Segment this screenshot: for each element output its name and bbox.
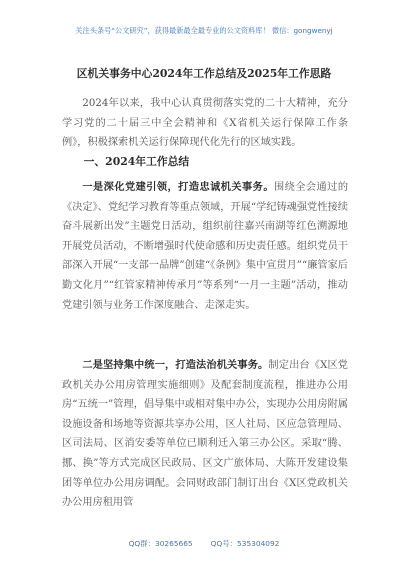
qq-number: QQ号：535304092	[210, 539, 280, 548]
paragraph-lead: 一是深化党建引领，打造忠诚机关事务。	[82, 181, 274, 193]
paragraph-body: 制定出台《X区党政机关办公用房管理实施细则》及配套制度流程，推进办公用房“五统一”管理，倡导集中或相对集中办公，实现办公用房附属设施设备和场地等资源共享办公用，区人社局、区应急管理局、区司法局、区消安委等单位已顺利迁入第三办公区。采取“腾、挪、换”等方式完成区民政局、区文广旅体局、大陈开发建设集团等单位办公用房调配。会同财政部门制订出台《X区党政机关办公用房租用管	[62, 360, 348, 509]
paragraph-party-building	[62, 178, 348, 315]
section-heading: 一、2024年工作总结	[83, 155, 190, 168]
intro-paragraph: 2024年以来，我中心认真贯彻落实党的二十大精神，充分学习党的二十届三中全会精神和《X省机关运行保障工作条例》，积极探索机关运行保障现代化先行的区域实践。	[62, 98, 348, 149]
paragraph-lead: 二是坚持集中统一，打造法治机关事务。	[82, 359, 269, 371]
footer-contacts	[0, 538, 408, 549]
paragraph-rule-of-law	[62, 356, 348, 513]
top-banner: 关注头条号“公文研究”，获得最新最全最专业的公文资料库！ 微信：gongwenyj	[75, 26, 333, 35]
page-title: 区机关事务中心2024年工作总结及2025年工作思路	[76, 67, 332, 80]
paragraph-body: 围绕全会通过的《决定》、党纪学习教育等重点领域，开展“学纪铸魂强党性接续奋斗展新出发”主题党日活动，组织前往嘉兴南湖等红色溯源地开展党员活动，不断增强时代使命感和历史责任感。组织党员干部深入开展“一支部一品牌”创建“《条例》集中宣贯月”“廉管家后勤文化月”“红管家精神传承月”等系列“一月一主题”活动，推动党建引领与业务工作深度融合、走深走实。	[62, 182, 349, 311]
qq-group: QQ群：30265665	[128, 539, 193, 548]
